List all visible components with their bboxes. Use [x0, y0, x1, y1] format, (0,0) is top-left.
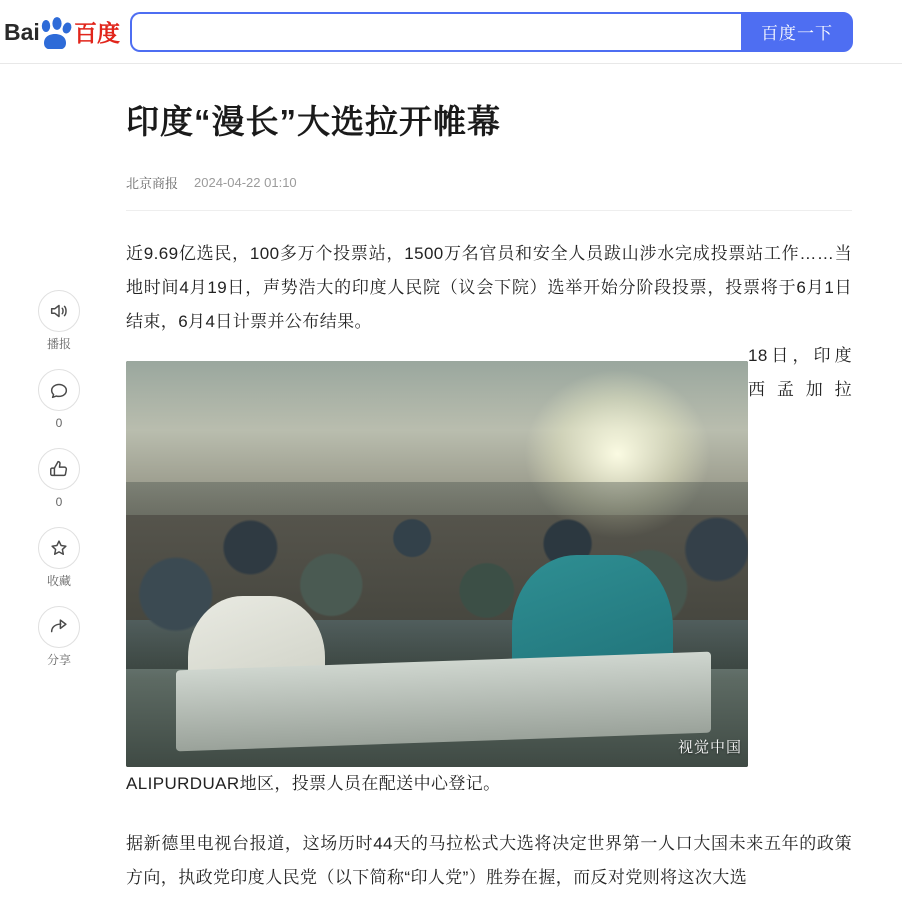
star-icon [38, 527, 80, 569]
news-photo [126, 361, 748, 767]
thumbs-up-icon [38, 448, 80, 490]
article-paragraph-1: 近9.69亿选民，100多万个投票站，1500万名官员和安全人员跋山涉水完成投票站工作……当地时间4月19日，声势浩大的印度人民院（议会下院）选举开始分阶段投票，投票将于6月1日结束，6月4日计票并公布结果。 [126, 243, 852, 331]
search-bar [130, 12, 853, 52]
search-input[interactable] [130, 12, 741, 52]
article [126, 64, 852, 895]
action-rail [30, 290, 88, 685]
figure-caption: 18日，印度西孟加拉ALIPURDUAR地区，投票人员在配送中心登记。 [126, 345, 852, 793]
search-button[interactable]: 百度一下 [741, 12, 853, 52]
share-icon [38, 606, 80, 648]
svg-text:Bai: Bai [4, 18, 40, 45]
rail-label-like-count: 0 [55, 495, 63, 509]
logo-cn-text: 百度 [74, 19, 120, 46]
article-figure-block [126, 339, 852, 801]
page-title: 印度“漫长”大选拉开帷幕 [126, 103, 501, 140]
rail-item-like[interactable] [38, 448, 80, 509]
article-paragraph-2: 据新德里电视台报道，这场历时44天的马拉松式大选将决定世界第一人口大国未来五年的政策方向，执政党印度人民党（以下简称“印人党”）胜券在握，而反对党则将这次大选 [126, 833, 852, 887]
article-timestamp: 2024-04-22 01:10 [194, 174, 297, 190]
comment-icon [38, 369, 80, 411]
rail-item-comment[interactable] [38, 369, 80, 430]
rail-item-share[interactable] [38, 606, 80, 667]
article-source: 北京商报 [126, 175, 179, 191]
rail-label-favorite: 收藏 [46, 574, 71, 588]
baidu-logo[interactable] [4, 12, 124, 52]
photo-watermark: 视觉中国 [677, 738, 742, 756]
article-figure [126, 361, 748, 767]
speaker-icon [38, 290, 80, 332]
rail-item-favorite[interactable] [38, 527, 80, 588]
site-header [0, 0, 902, 64]
page-body [0, 64, 902, 901]
rail-label-share: 分享 [46, 653, 71, 667]
rail-item-speak[interactable] [38, 290, 80, 351]
rail-label-comment-count: 0 [55, 416, 63, 430]
article-meta [126, 173, 852, 211]
rail-label-speak: 播报 [46, 337, 71, 351]
